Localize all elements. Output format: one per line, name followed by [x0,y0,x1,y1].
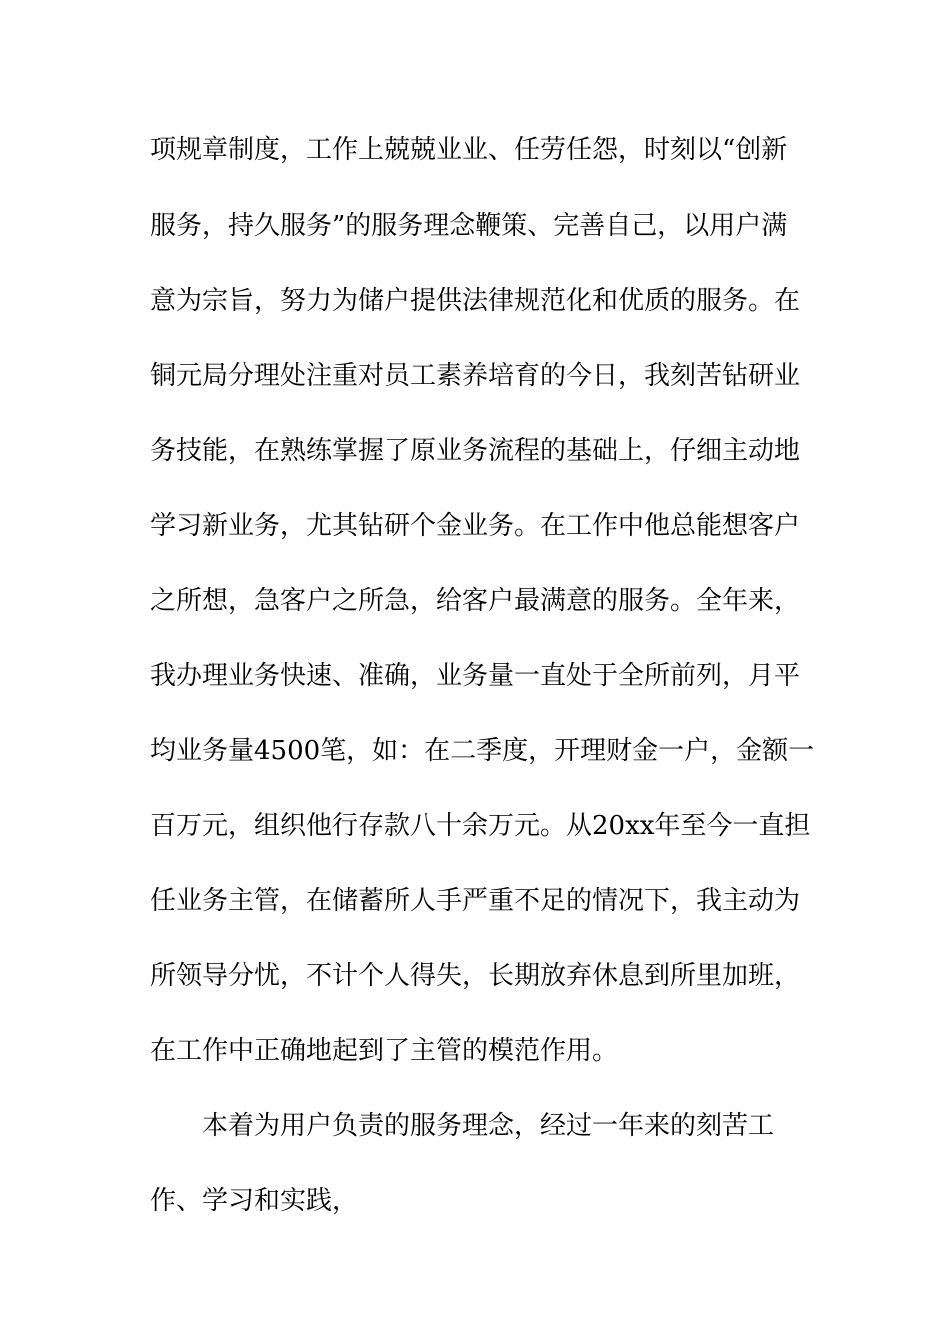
text-line: 任业务主管，在储蓄所人手严重不足的情况下，我主动为 [150,886,801,916]
text-line: 所领导分忧，不计个人得失，长期放弃休息到所里加班， [150,961,801,991]
paragraph-first-line: 本着为用户负责的服务理念，经过一年来的刻苦工 [202,1111,775,1141]
text-line: 作、学习和实践， [150,1186,359,1216]
text-line: 在工作中正确地起到了主管的模范作用。 [150,1036,619,1066]
text-line: 意为宗旨，努力为储户提供法律规范化和优质的服务。在 [150,286,801,316]
text-line: 之所想，急客户之所急，给客户最满意的服务。全年来， [150,586,801,616]
text-line: 百万元，组织他行存款八十余万元。从20xx年至今一直担 [150,811,811,841]
text-line: 我办理业务快速、准确，业务量一直处于全所前列，月平 [150,661,801,691]
text-line: 铜元局分理处注重对员工素养培育的今日，我刻苦钻研业 [150,361,801,391]
text-line: 学习新业务，尤其钻研个金业务。在工作中他总能想客户 [150,511,801,541]
text-line: 服务，持久服务”的服务理念鞭策、完善自己，以用户满 [150,211,788,241]
text-line: 项规章制度，工作上兢兢业业、任劳任怨，时刻以“创新 [150,135,788,165]
text-line: 务技能，在熟练掌握了原业务流程的基础上，仔细主动地 [150,436,801,466]
text-line: 均业务量4500笔，如：在二季度，开理财金一户，金额一 [150,736,815,766]
